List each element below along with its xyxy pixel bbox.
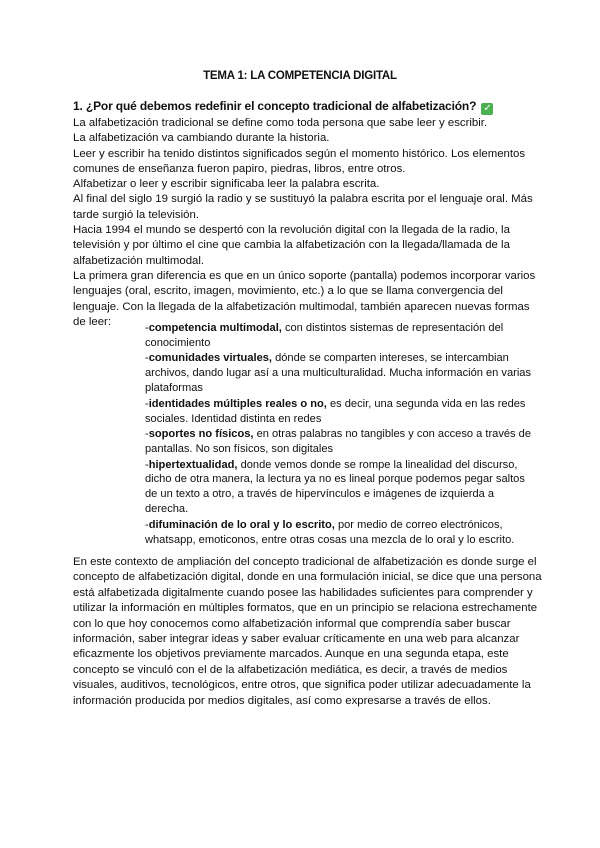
check-mark-icon: ✓: [483, 103, 492, 114]
list-item: [145, 397, 540, 427]
list-item: [145, 458, 540, 518]
list-item-text: donde vemos donde se rompe la linealidad del discurso, dicho de otra manera, la lectura ya no es lineal porque podemos pegar saltos de un texto a otro, a través de hipervínculos e imágenes de izquierda a derecha.: [145, 458, 525, 516]
question-heading-text: 1. ¿Por qué debemos redefinir el concepto tradicional de alfabetización?: [73, 99, 477, 113]
list-item-dash: -: [145, 428, 149, 441]
list-item-term: soportes no físicos,: [148, 428, 254, 441]
list-item: [145, 518, 540, 548]
list-item: [145, 321, 540, 351]
question-heading: [73, 98, 543, 115]
list-item-dash: -: [145, 397, 149, 410]
intro-section: [73, 116, 545, 330]
list-item-term: comunidades virtuales,: [148, 352, 273, 365]
list-item-text: es decir, una segunda vida en las redes sociales. Identidad distinta en redes: [145, 397, 526, 425]
page-title: TEMA 1: LA COMPETENCIA DIGITAL: [203, 70, 397, 82]
list-item-text: dónde se comparten intereses, se intercambian archivos, dando lugar así a una multiculturalidad. Mucha información en varias plataformas: [145, 352, 532, 395]
list-item-dash: -: [145, 352, 149, 365]
list-item-dash: -: [145, 322, 149, 334]
intro-paragraph: Leer y escribir ha tenido distintos significados según el momento histórico. Los elementos comunes de enseñanza fueron papiro, piedras, libros, entre otros.: [73, 147, 526, 175]
forms-of-reading-list: [145, 321, 540, 548]
list-item: [145, 427, 540, 457]
list-item-text: en otras palabras no tangibles y con acceso a través de pantallas. No son físicos, son digitales: [145, 428, 532, 456]
list-item-term: competencia multimodal,: [148, 322, 282, 334]
list-item-term: hipertextualidad,: [148, 458, 238, 471]
list-item-term: identidades múltiples reales o no,: [148, 397, 327, 410]
list-item-term: difuminación de lo oral y lo escrito,: [148, 518, 335, 531]
intro-paragraph: Hacia 1994 el mundo se despertó con la revolución digital con la llegada de la radio, la televisión y por último el cine que cambia la alfabetización con la llegada/llamada de la alfabetización multimodal.: [73, 224, 510, 267]
list-item: [145, 351, 540, 396]
list-item-text: con distintos sistemas de representación del conocimiento: [145, 322, 504, 349]
intro-paragraph: La alfabetización tradicional se define como toda persona que sabe leer y escribir.: [73, 117, 488, 129]
intro-paragraph: La primera gran diferencia es que en un único soporte (pantalla) podemos incorporar varios lenguajes (oral, escrito, imagen, movimiento, etc.) a lo que se llama convergencia del lenguaje. Con la llegada de la alfabetización multimodal, también aparecen nuevas formas de leer:: [73, 269, 536, 328]
list-item-dash: -: [145, 518, 149, 531]
closing-paragraph: En este contexto de ampliación del concepto tradicional de alfabetización es donde surge el concepto de alfabetización digital, donde en una formulación inicial, se dice que una persona está alfabetizada digitalmente cuando posee las habilidades suficientes para comprender y utilizar la información en múltiples formatos, que en un principio se relaciona estrechamente con lo que hoy conocemos como alfabetización informal que comprendía saber buscar información, saber integrar ideas y saber evaluar críticamente en una web para alcanzar eficazmente los objetivos previamente marcados. Aunque en una segunda etapa, este concepto se vinculó con el de la alfabetización mediática, es decir, a través de medios visuales, auditivos, tecnológicos, entre otros, que significa poder utilizar adecuadamente la información producida por medios digitales, así como expresarse a través de ellos.: [73, 556, 542, 707]
list-item-text: por medio de correo electrónicos, whatsapp, emoticonos, entre otras cosas una mezcla de lo oral y lo escrito.: [145, 518, 515, 546]
intro-paragraph: Al final del siglo 19 surgió la radio y se sustituyó la palabra escrita por el lenguaje oral. Más tarde surgió la televisión.: [73, 193, 533, 221]
list-item-dash: -: [145, 458, 149, 471]
intro-paragraph: Alfabetizar o leer y escribir significaba leer la palabra escrita.: [73, 178, 380, 191]
intro-paragraph: La alfabetización va cambiando durante la historia.: [73, 132, 330, 145]
